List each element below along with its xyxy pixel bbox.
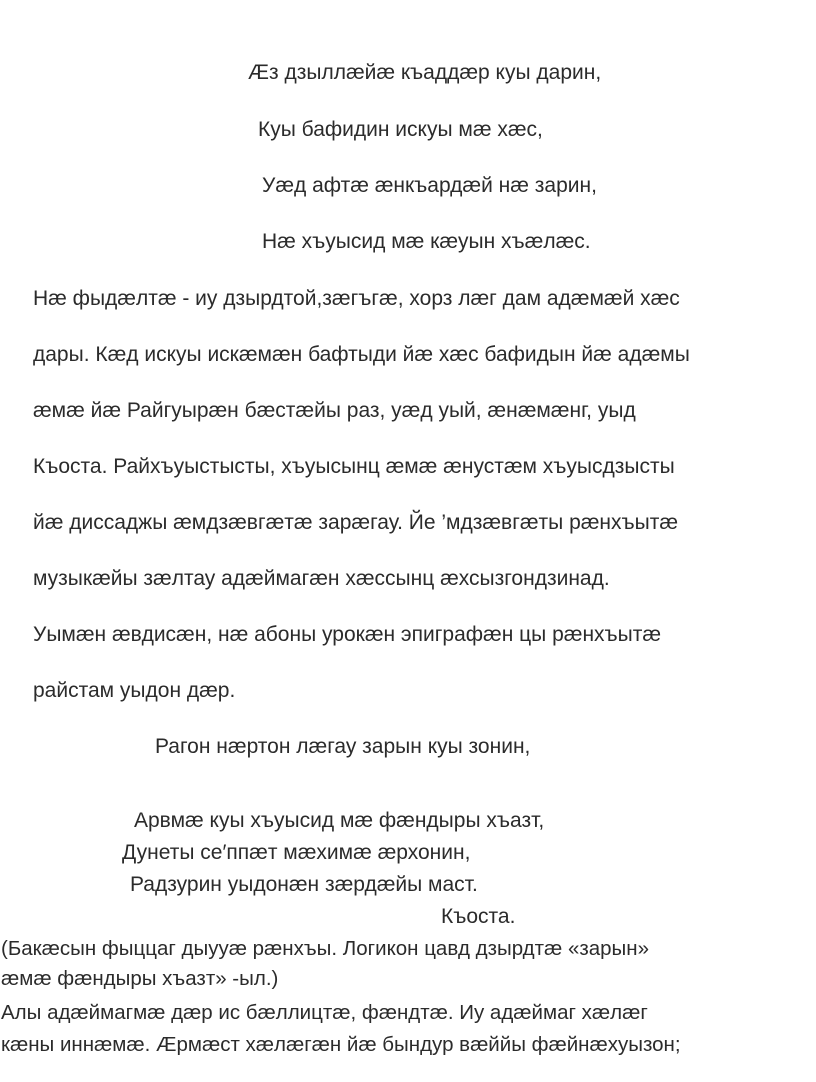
quote-line: Рагон нæртон лæгау зарын куы зонин, [155,735,531,758]
epigraph-line: Куы бафидин искуы мæ хæс, [258,118,543,141]
paragraph-line: райстам уыдон дæр. [33,679,236,702]
closing-line: Алы адæймагмæ дæр ис бæллицтæ, фæндтæ. Иу адæймаг хæлæг [1,1001,648,1024]
quote-line: Арвмæ куы хъуысид мæ фæндыры хъазт, [134,809,545,832]
paragraph-line: Уымæн æвдисæн, нæ абоны урокæн эпиграфæн цы рæнхъытæ [33,623,662,646]
note-line: (Бакæсын фыццаг дыууæ рæнхъы. Логикон цавд дзырдтæ «зарын» [1,937,650,960]
quote-author: Къоста. [441,905,516,928]
epigraph-line: Æз дзыллæйæ къаддæр куы дарин, [248,61,602,84]
paragraph-line: йæ диссаджы æмдзæвгæтæ зарæгау. Йе ’мдзæвгæты рæнхъытæ [33,511,679,534]
quote-line: Дунеты се′ппæт мæхимæ æрхонин, [122,841,471,864]
paragraph-line: Къоста. Райхъуыстысты, хъуысынц æмæ æнустæм хъуысдзысты [33,455,675,478]
quote-line: Радзурин уыдонæн зæрдæйы маст. [130,873,478,896]
paragraph-line: Нæ фыдæлтæ - иу дзырдтой,зæгъгæ, хорз лæг дам адæмæй хæс [33,287,680,310]
epigraph-line: Уæд афтæ æнкъардæй нæ зарин, [262,174,597,197]
epigraph-line: Нæ хъуысид мæ кæуын хъæлæс. [262,230,591,253]
paragraph-line: æмæ йæ Райгуырæн бæстæйы раз, уæд уый, æнæмæнг, уыд [33,399,636,422]
paragraph-line: музыкæйы зæлтау адæймагæн хæссынц æхсызгондзинад. [33,567,610,590]
paragraph-line: дары. Кæд искуы искæмæн бафтыди йæ хæс бафидын йæ адæмы [33,343,690,366]
note-line: æмæ фæндыры хъазт» -ыл.) [1,967,279,990]
closing-line: кæны иннæмæ. Æрмæст хæлæгæн йæ бындур вæййы фæйнæхуызон; [1,1033,681,1056]
